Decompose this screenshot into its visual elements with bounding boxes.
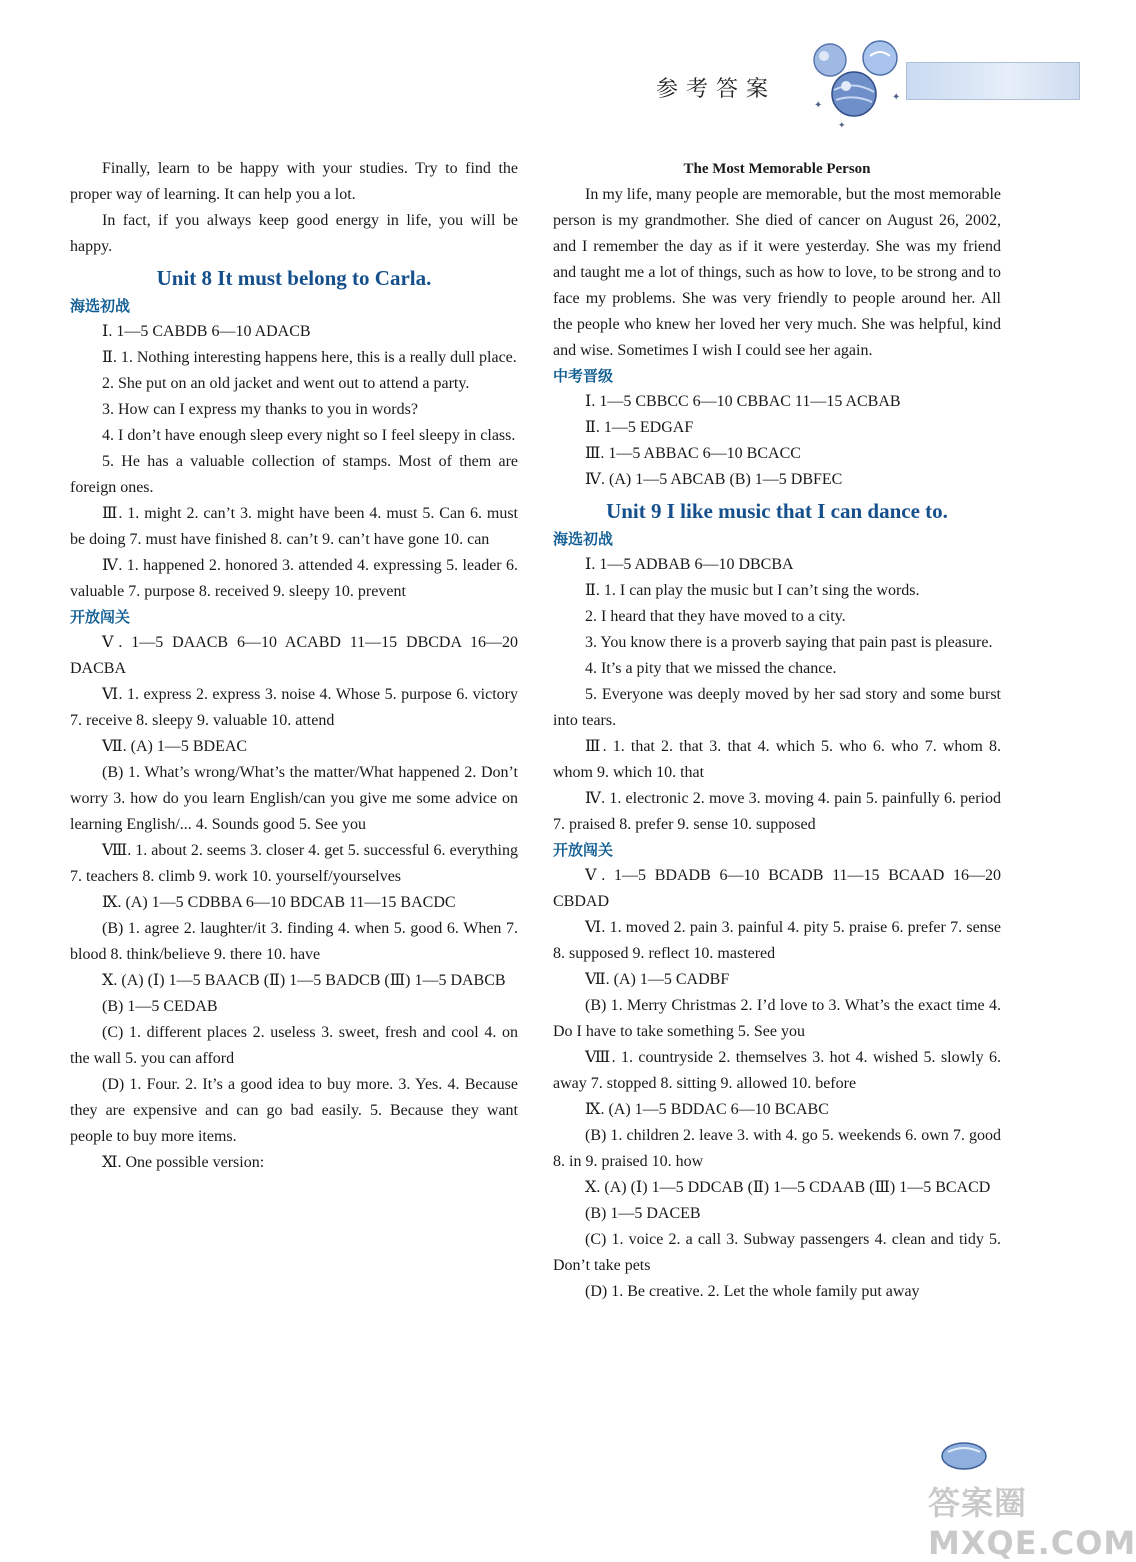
planets-icon: [808, 38, 908, 134]
section-heading: 海选初战: [70, 297, 131, 315]
answer-line: 3. You know there is a proverb saying that pain past is pleasure.: [585, 634, 993, 651]
answer-line: Ⅲ. 1. that 2. that 3. that 4. which 5. who 6. who 7. whom 8. whom 9. which 10. that: [553, 738, 1001, 781]
answer-line: Ⅶ. (A) 1—5 BDEAC: [102, 738, 248, 755]
answer-line: (B) 1. agree 2. laughter/it 3. finding 4. when 5. good 6. When 7. blood 8. think/believe 9. there 10. have: [70, 920, 518, 963]
answer-line: Ⅲ. 1. might 2. can’t 3. might have been 4. must 5. Can 6. must be doing 7. must have finished 8. can’t 9. can’t have gone 10. can: [70, 505, 518, 548]
header-decoration-band: [906, 62, 1080, 100]
section-heading: 开放闯关: [70, 608, 131, 626]
essay-title: The Most Memorable Person: [683, 161, 871, 177]
answer-line: (C) 1. different places 2. useless 3. sweet, fresh and cool 4. on the wall 5. you can afford: [70, 1024, 518, 1067]
answer-line: Ⅸ. (A) 1—5 CDBBA 6—10 BDCAB 11—15 BACDC: [102, 894, 456, 911]
answer-line: Ⅵ. 1. moved 2. pain 3. painful 4. pity 5. praise 6. prefer 7. sense 8. supposed 9. reflect 10. mastered: [553, 919, 1001, 962]
answer-line: 4. I don’t have enough sleep every night so I feel sleepy in class.: [102, 427, 516, 444]
answer-line: Ⅲ. 1—5 ABBAC 6—10 BCACC: [585, 445, 801, 462]
answer-line: (B) 1—5 CEDAB: [102, 998, 218, 1015]
answer-line: (B) 1. What’s wrong/What’s the matter/What happened 2. Don’t worry 3. how do you learn English/can you give me some advice on learning English/... 4. Sounds good 5. See you: [70, 764, 518, 833]
answer-line: Ⅰ. 1—5 CABDB 6—10 ADACB: [102, 323, 311, 340]
answer-line: 5. He has a valuable collection of stamps. Most of them are foreign ones.: [70, 453, 518, 496]
svg-text:✦: ✦: [892, 92, 901, 103]
answer-line: Finally, learn to be happy with your studies. Try to find the proper way of learning. It can help you a lot.: [70, 160, 518, 203]
section-heading: 海选初战: [553, 530, 614, 548]
answer-line: (B) 1. Merry Christmas 2. I’d love to 3. What’s the exact time 4. Do I have to take something 5. See you: [553, 997, 1001, 1040]
answer-line: Ⅳ. 1. happened 2. honored 3. attended 4. expressing 5. leader 6. valuable 7. purpose 8. received 9. sleepy 10. prevent: [70, 557, 518, 600]
answer-line: Ⅹ. (A) (Ⅰ) 1—5 BAACB (Ⅱ) 1—5 BADCB (Ⅲ) 1—5 DABCB: [102, 972, 506, 989]
answer-line: 5. Everyone was deeply moved by her sad story and some burst into tears.: [553, 686, 1001, 729]
answer-line: Ⅳ. (A) 1—5 ABCAB (B) 1—5 DBFEC: [585, 471, 843, 488]
answer-line: Ⅺ. One possible version:: [102, 1154, 265, 1171]
answer-line: (B) 1. children 2. leave 3. with 4. go 5. weekends 6. own 7. good 8. in 9. praised 10. how: [553, 1127, 1001, 1170]
right-column: [553, 156, 1001, 1305]
page-number-badge-icon: [934, 1436, 994, 1472]
answer-line: Ⅱ. 1. I can play the music but I can’t sing the words.: [585, 582, 920, 599]
answer-line: Ⅰ. 1—5 ADBAB 6—10 DBCBA: [585, 556, 794, 573]
answer-line: (B) 1—5 DACEB: [585, 1205, 701, 1222]
answer-line: Ⅱ. 1—5 EDGAF: [585, 419, 694, 436]
answer-line: Ⅸ. (A) 1—5 BDDAC 6—10 BCABC: [585, 1101, 829, 1118]
answer-line: In fact, if you always keep good energy in life, you will be happy.: [70, 212, 518, 255]
answer-line: (D) 1. Four. 2. It’s a good idea to buy more. 3. Yes. 4. Because they are expensive and can go bad easily. 5. Because they want people to buy more items.: [70, 1076, 518, 1145]
answer-line: Ⅳ. 1. electronic 2. move 3. moving 4. pain 5. painfully 6. period 7. praised 8. prefer 9. sense 10. supposed: [553, 790, 1001, 833]
answer-line: 2. I heard that they have moved to a city.: [585, 608, 846, 625]
answer-line: 2. She put on an old jacket and went out to attend a party.: [102, 375, 470, 392]
answer-line: Ⅶ. (A) 1—5 CADBF: [585, 971, 730, 988]
answer-line: Ⅴ. 1—5 DAACB 6—10 ACABD 11—15 DBCDA 16—20 DACBA: [70, 634, 518, 677]
answer-line: Ⅱ. 1. Nothing interesting happens here, this is a really dull place.: [102, 349, 517, 366]
svg-text:✦: ✦: [814, 100, 823, 111]
answer-line: 4. It’s a pity that we missed the chance.: [585, 660, 837, 677]
answer-line: Ⅷ. 1. about 2. seems 3. closer 4. get 5. successful 6. everything 7. teachers 8. climb 9. work 10. yourself/yourselves: [70, 842, 518, 885]
answer-line: 3. How can I express my thanks to you in words?: [102, 401, 418, 418]
watermark: 答案圈 MXQE.COM: [928, 1484, 1136, 1562]
answer-line: Ⅵ. 1. express 2. express 3. noise 4. Whose 5. purpose 6. victory 7. receive 8. sleepy 9. valuable 10. attend: [70, 686, 518, 729]
answer-line: Ⅷ. 1. countryside 2. themselves 3. hot 4. wished 5. slowly 6. away 7. stopped 8. sitting 9. allowed 10. before: [553, 1049, 1001, 1092]
answer-line: (C) 1. voice 2. a call 3. Subway passengers 4. clean and tidy 5. Don’t take pets: [553, 1231, 1001, 1274]
page-header-title: 参考答案: [656, 77, 777, 102]
answer-line: Ⅰ. 1—5 CBBCC 6—10 CBBAC 11—15 ACBAB: [585, 393, 901, 410]
answer-line: Ⅹ. (A) (Ⅰ) 1—5 DDCAB (Ⅱ) 1—5 CDAAB (Ⅲ) 1—5 BCACD: [585, 1179, 991, 1196]
unit-heading: Unit 9 I like music that I can dance to.: [606, 499, 948, 523]
section-heading: 中考晋级: [553, 367, 614, 385]
svg-text:✦: ✦: [838, 120, 846, 130]
section-heading: 开放闯关: [553, 841, 614, 859]
left-column: [70, 156, 518, 1176]
answer-line: Ⅴ. 1—5 BDADB 6—10 BCADB 11—15 BCAAD 16—20 CBDAD: [553, 867, 1001, 910]
answer-line: (D) 1. Be creative. 2. Let the whole family put away: [585, 1283, 920, 1300]
answer-line: In my life, many people are memorable, but the most memorable person is my grandmother. She died of cancer on August 26, 2002, and I remember the day as if it were yesterday. She was my friend and taught me a lot of things, such as how to love, to be strong and to face my problems. She was very friendly to people around her. All the people who knew her loved her very much. She was helpful, kind and wise. Sometimes I wish I could see her again.: [553, 186, 1001, 359]
unit-heading: Unit 8 It must belong to Carla.: [156, 266, 432, 290]
